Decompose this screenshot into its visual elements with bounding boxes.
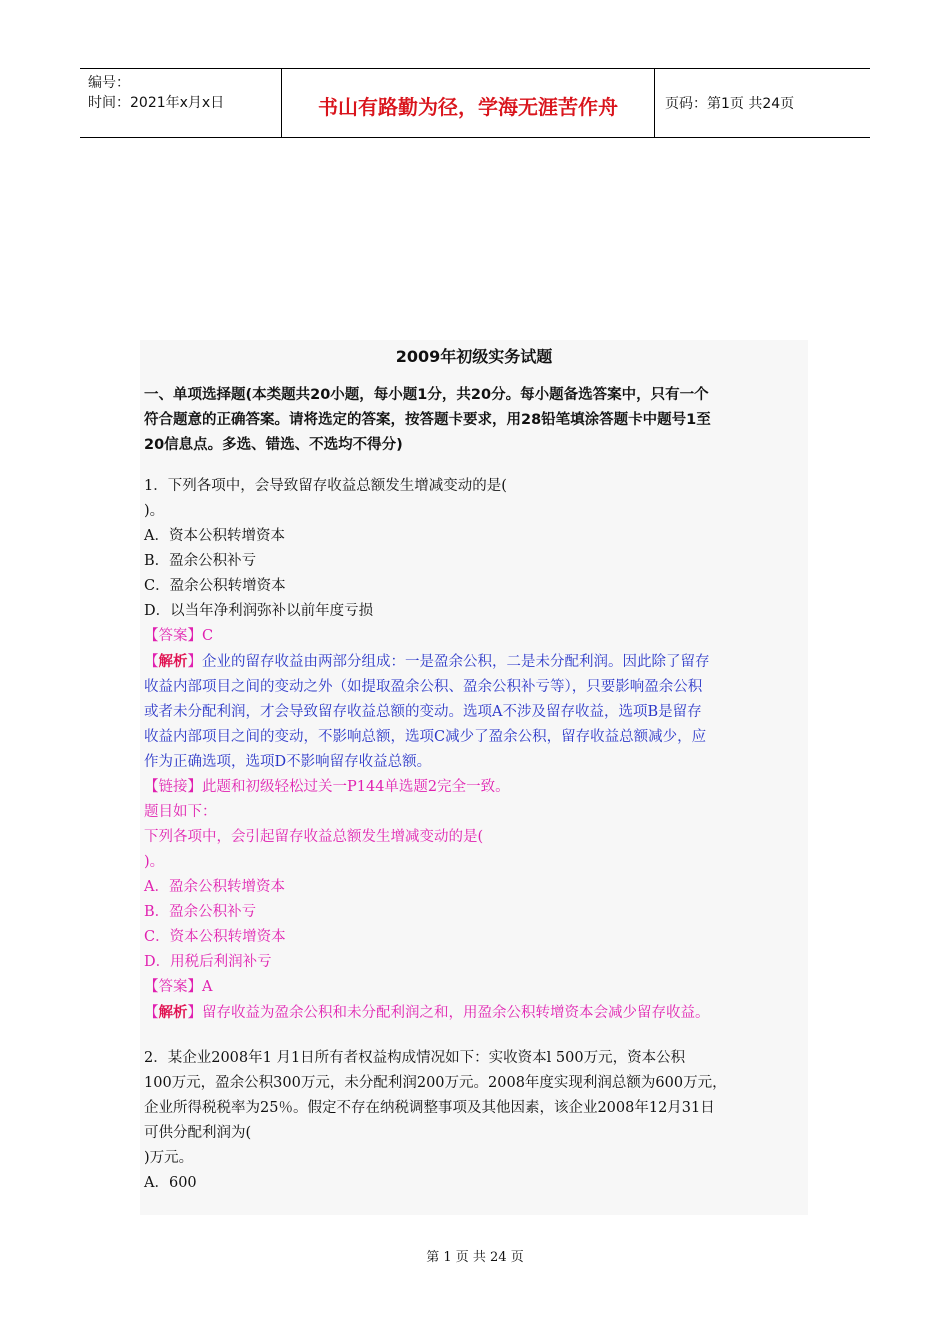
link-line: 下列各项中，会引起留存收益总额发生增减变动的是( [144,829,484,845]
section-line: 符合题意的正确答案。请将选定的答案，按答题卡要求，用28铅笔填涂答题卡中题号1至 [144,412,711,428]
link-analysis [144,1000,804,1026]
option-a: A．600 [144,1175,197,1191]
analysis-bracket: 【 [144,654,159,670]
analysis-line: 收益内部项目之间的变动之外（如提取盈余公积、盈余公积补亏等），只要影响盈余公积 [144,679,703,695]
header-motto: 书山有路勤为径，学海无涯苦作舟 [318,95,618,119]
document-body [144,345,804,1196]
link-line: 【链接】此题和初级轻松过关一P144单选题2完全一致。 [144,779,510,795]
question-stem: )。 [144,503,165,519]
analysis-bracket: 】 [187,654,202,670]
option-b: B．盈余公积补亏 [144,553,257,569]
question-2 [144,1046,804,1196]
document-title: 2009年初级实务试题 [395,347,553,366]
analysis-line: 或者未分配利润，才会导致留存收益总额的变动。选项A不涉及留存收益，选项B是留存 [144,704,702,720]
analysis-line [144,649,804,675]
link-option: C．资本公积转增资本 [144,929,286,945]
question-line: 企业所得税税率为25％。假定不存在纳税调整事项及其他因素，该企业2008年12月31日 [144,1100,715,1116]
page-footer: 第 1 页 共 24 页 [426,1250,524,1265]
link-analysis-text: 留存收益为盈余公积和未分配利润之和，用盈余公积转增资本会减少留存收益。 [202,1005,710,1021]
analysis-label: 解析 [158,1004,188,1021]
section-heading [144,383,804,458]
analysis-label: 解析 [158,653,188,670]
option-a: A．资本公积转增资本 [144,528,285,544]
option-d: D．以当年净利润弥补以前年度亏损 [144,603,374,619]
section-line: 一、单项选择题(本类题共20小题，每小题1分，共20分。每小题备选答案中，只有一个 [144,387,709,403]
option-c: C．盈余公积转增资本 [144,578,286,594]
header-meta [88,73,224,113]
link-option: B．盈余公积补亏 [144,904,257,920]
header-code-label: 编号： [88,75,130,91]
header-page-info: 页码：第1页 共24页 [665,96,795,112]
link-option: A．盈余公积转增资本 [144,879,285,895]
question-line: 100万元，盈余公积300万元，未分配利润200万元。2008年度实现利润总额为600万元， [144,1075,727,1091]
section-line: 20信息点。多选、错选、不选均不得分) [144,437,403,453]
analysis-bracket: 【 [144,1005,159,1021]
analysis-bracket: 】 [187,1005,202,1021]
link-line: )。 [144,854,165,870]
analysis-line: 收益内部项目之间的变动，不影响总额，选项C减少了盈余公积，留存收益总额减少，应 [144,729,707,745]
question-1 [144,474,804,1026]
header-date-label: 时间：2021年x月x日 [88,95,225,111]
analysis-line: 作为正确选项，选项D不影响留存收益总额。 [144,754,432,770]
question-line: )万元。 [144,1150,194,1166]
analysis-text: 企业的留存收益由两部分组成：一是盈余公积，二是未分配利润。因此除了留存 [202,654,710,670]
page-header [80,68,870,138]
link-answer: 【答案】A [144,979,213,995]
question-line: 可供分配利润为( [144,1125,252,1141]
header-divider [654,69,655,137]
answer-value: C [202,628,214,644]
answer-line [144,624,804,649]
question-stem: 1．下列各项中，会导致留存收益总额发生增减变动的是( [144,478,507,494]
question-line: 2．某企业2008年1 月1日所有者权益构成情况如下：实收资本l 500万元，资本公积 [144,1050,686,1066]
spacer [144,1026,804,1046]
link-option: D．用税后利润补亏 [144,954,272,970]
link-line: 题目如下： [144,804,217,820]
answer-label: 【答案】 [144,628,202,644]
